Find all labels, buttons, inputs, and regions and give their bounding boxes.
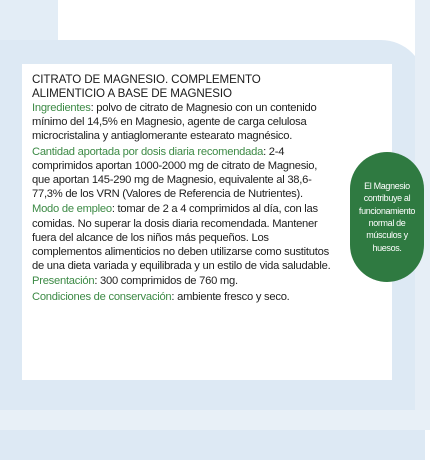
background-bottom-strip <box>0 410 430 430</box>
presentation-heading: Presentación <box>32 275 95 288</box>
presentation-text: : 300 comprimidos de 760 mg. <box>94 275 238 288</box>
dose-paragraph <box>32 145 332 202</box>
usage-heading: Modo de empleo <box>32 203 112 216</box>
health-claim-badge <box>350 152 424 282</box>
health-claim-text: El Magnesio contribuye al funcionamiento normal de músculos y huesos. <box>358 181 416 253</box>
product-title <box>32 73 332 101</box>
usage-paragraph <box>32 202 332 273</box>
presentation-paragraph <box>32 274 332 288</box>
storage-paragraph <box>32 290 332 304</box>
ingredients-paragraph <box>32 101 332 144</box>
dose-text: : 2-4 comprimidos aportan 1000-2000 mg de citrato de Magnesio, que aportan 145-290 mg de Magnesio, equivalente al 38,6-77,3% de los VRN (Valores de Referencia de Nutrientes). <box>32 145 318 201</box>
storage-text: : ambiente fresco y seco. <box>171 290 290 303</box>
product-title-line-2: ALIMENTICIO A BASE DE MAGNESIO <box>32 87 232 100</box>
storage-heading: Condiciones de conservación <box>32 290 172 303</box>
dose-heading: Cantidad aportada por dosis diaria recomendada <box>32 145 264 158</box>
product-title-line-1: CITRATO DE MAGNESIO. COMPLEMENTO <box>32 73 261 86</box>
ingredients-text: : polvo de citrato de Magnesio con un contenido mínimo del 14,5% en Magnesio, agente de carga celulosa microcristalina y antiaglomerante estearato magnésico. <box>32 102 317 143</box>
ingredients-heading: Ingredientes <box>32 102 91 114</box>
label-text-block <box>32 73 332 304</box>
usage-text: : tomar de 2 a 4 comprimidos al día, con las comidas. No superar la dosis diaria recomendada. Mantener fuera del alcance de los niños más pequeños. Los complementos alimenticios no deben utilizarse como sustitutos de una dieta variada y equilibrada y un estilo de vida saludable. <box>32 203 331 273</box>
